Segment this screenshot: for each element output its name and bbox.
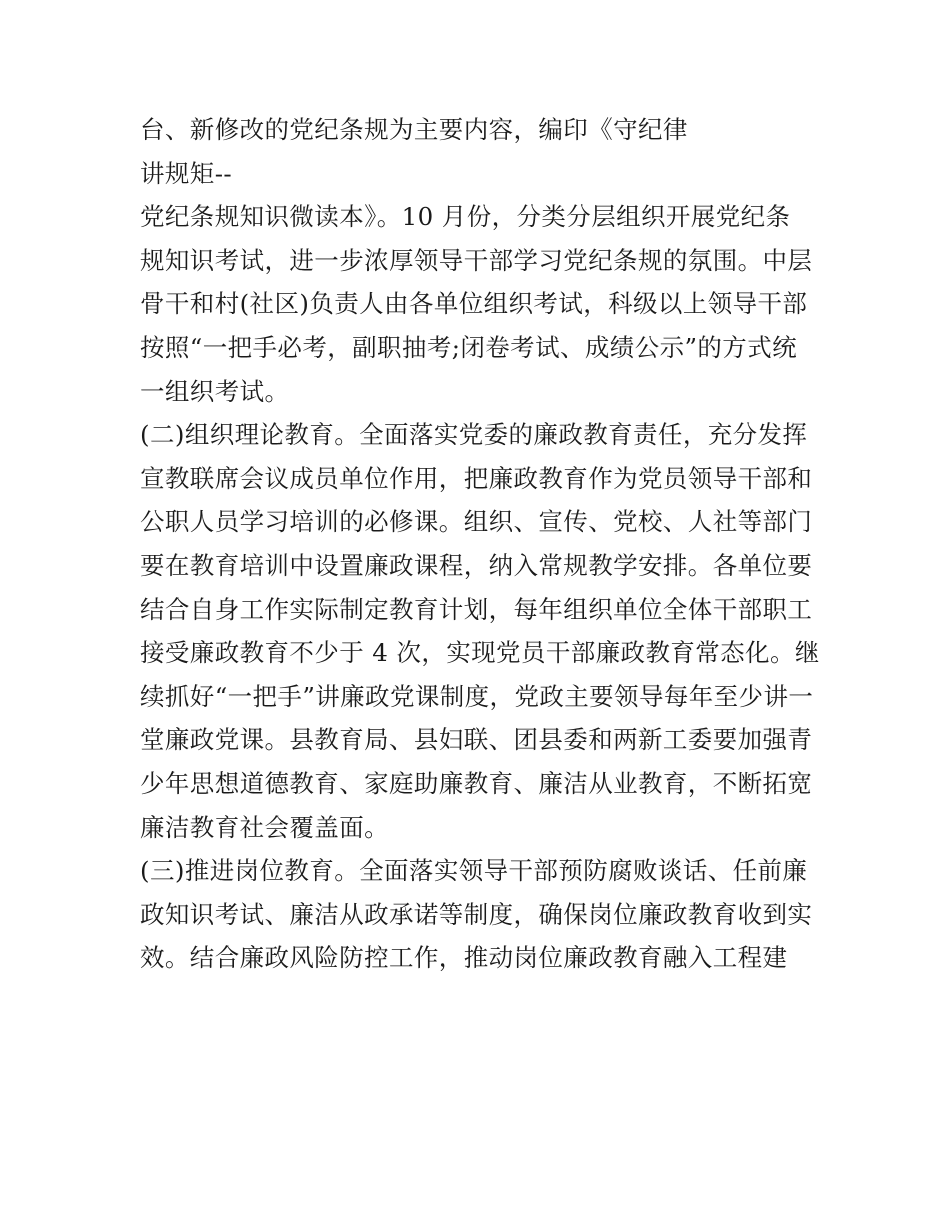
text-line: 廉洁教育社会覆盖面。: [140, 812, 389, 842]
text-line: 规知识考试，进一步浓厚领导干部学习党纪条规的氛围。中层: [140, 245, 813, 275]
text-line: 党纪条规知识微读本》。10 月份，分类分层组织开展党纪条: [140, 202, 791, 232]
text-line: 少年思想道德教育、家庭助廉教育、廉洁从业教育，不断拓宽: [140, 768, 813, 798]
text-line: 续抓好“一把手”讲廉政党课制度，党政主要领导每年至少讲一: [140, 681, 814, 711]
text-line: 讲规矩--: [140, 158, 233, 188]
text-line: 要在教育培训中设置廉政课程，纳入常规教学安排。各单位要: [140, 550, 813, 580]
text-line: 台、新修改的党纪条规为主要内容，编印《守纪律: [140, 115, 688, 144]
text-line: 接受廉政教育不少于 4 次，实现党员干部廉政教育常态化。继: [140, 638, 820, 668]
text-line: 宣教联席会议成员单位作用，把廉政教育作为党员领导干部和: [140, 463, 813, 493]
document-body: [140, 108, 830, 980]
text-line: 结合自身工作实际制定教育计划，每年组织单位全体干部职工: [140, 594, 813, 624]
text-line: 政知识考试、廉洁从政承诺等制度，确保岗位廉政教育收到实: [140, 899, 813, 929]
text-line: 按照“一把手必考，副职抽考;闭卷考试、成绩公示”的方式统: [140, 332, 798, 362]
section-heading-line: (二)组织理论教育。全面落实党委的廉政教育责任，充分发挥: [140, 420, 808, 450]
text-line: 骨干和村(社区)负责人由各单位组织考试，科级以上领导干部: [140, 289, 808, 319]
text-line: 一组织考试。: [140, 376, 290, 406]
text-line: 公职人员学习培训的必修课。组织、宣传、党校、人社等部门: [140, 507, 813, 537]
text-line: 堂廉政党课。县教育局、县妇联、团县委和两新工委要加强青: [140, 725, 813, 755]
section-heading-line: (三)推进岗位教育。全面落实领导干部预防腐败谈话、任前廉: [140, 856, 808, 886]
text-line: 效。结合廉政风险防控工作，推动岗位廉政教育融入工程建: [140, 943, 788, 973]
